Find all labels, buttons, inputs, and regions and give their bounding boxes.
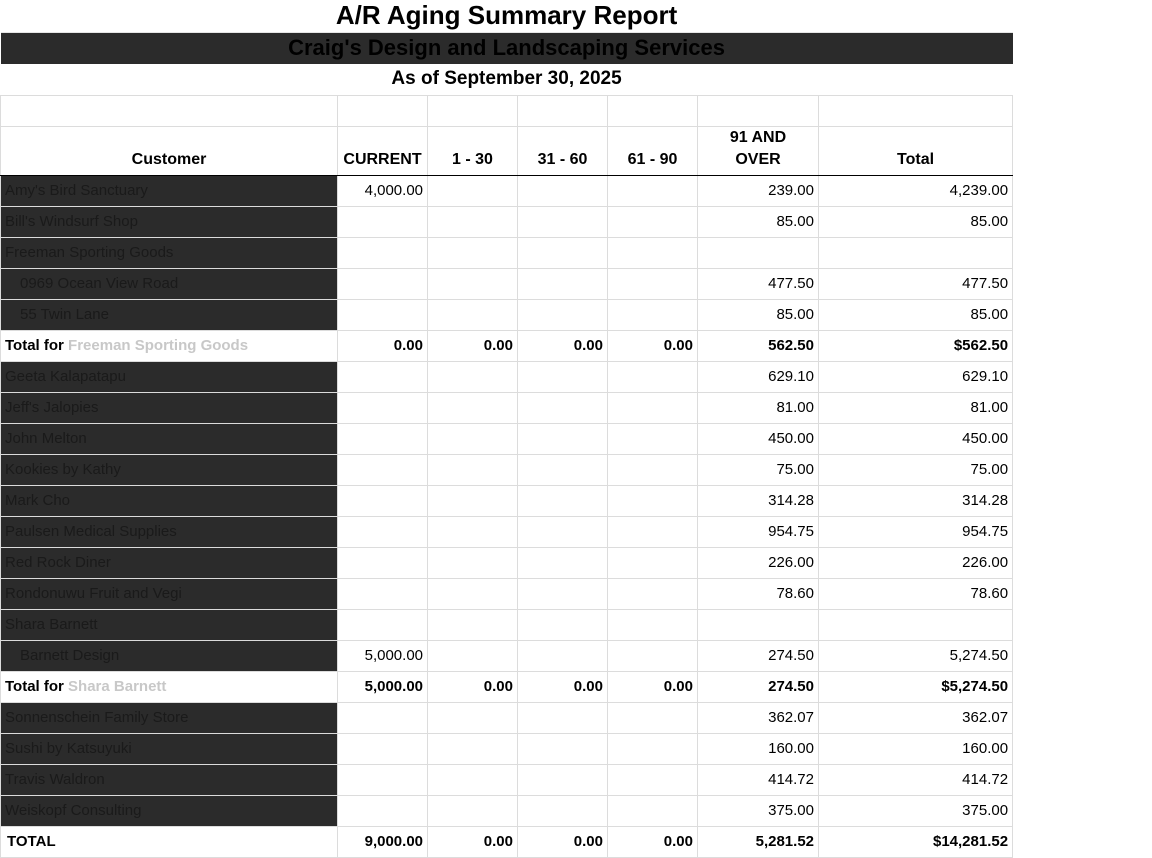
amount-total: $562.50: [819, 330, 1013, 361]
header-1-30: 1 - 30: [428, 126, 518, 175]
amount-b2: [518, 516, 608, 547]
amount-current: [338, 237, 428, 268]
company-name: Craig's Design and Landscaping Services: [1, 32, 1013, 64]
amount-b2: 0.00: [518, 671, 608, 702]
grand-total-current: 9,000.00: [338, 826, 428, 857]
customer-name: Amy's Bird Sanctuary: [1, 175, 338, 206]
amount-b4: 414.72: [698, 764, 819, 795]
subtotal-row: [1, 671, 1013, 702]
amount-b2: [518, 268, 608, 299]
amount-b2: [518, 423, 608, 454]
amount-current: [338, 299, 428, 330]
amount-total: 78.60: [819, 578, 1013, 609]
amount-b1: [428, 268, 518, 299]
amount-b4: 375.00: [698, 795, 819, 826]
amount-total: 85.00: [819, 299, 1013, 330]
amount-b3: [608, 609, 698, 640]
customer-name: Sonnenschein Family Store: [1, 702, 338, 733]
amount-b1: [428, 609, 518, 640]
subtotal-customer-ref: Freeman Sporting Goods: [68, 337, 249, 354]
table-row: [1, 733, 1013, 764]
grand-total-row: [1, 826, 1013, 857]
subtotal-prefix: Total for: [5, 678, 69, 695]
customer-name: Geeta Kalapatapu: [1, 361, 338, 392]
amount-total: 160.00: [819, 733, 1013, 764]
header-customer: Customer: [1, 126, 338, 175]
report-date: As of September 30, 2025: [1, 64, 1013, 95]
amount-b2: [518, 547, 608, 578]
table-row: [1, 423, 1013, 454]
amount-b3: [608, 702, 698, 733]
grand-total-label: TOTAL: [1, 826, 338, 857]
subtotal-label: [1, 330, 338, 361]
table-row: [1, 206, 1013, 237]
amount-b2: [518, 206, 608, 237]
amount-b3: [608, 733, 698, 764]
amount-total: 954.75: [819, 516, 1013, 547]
amount-b3: [608, 237, 698, 268]
customer-name: 55 Twin Lane: [1, 299, 338, 330]
amount-b3: 0.00: [608, 671, 698, 702]
customer-name: Travis Waldron: [1, 764, 338, 795]
amount-current: [338, 454, 428, 485]
table-row: [1, 392, 1013, 423]
amount-b2: [518, 299, 608, 330]
amount-b4: 629.10: [698, 361, 819, 392]
amount-b1: [428, 454, 518, 485]
grand-total-1-30: 0.00: [428, 826, 518, 857]
subtotal-row: [1, 330, 1013, 361]
amount-b1: [428, 392, 518, 423]
amount-b1: [428, 733, 518, 764]
amount-total: 629.10: [819, 361, 1013, 392]
table-body: [1, 175, 1013, 826]
amount-b3: [608, 361, 698, 392]
table-row: [1, 237, 1013, 268]
amount-total: 414.72: [819, 764, 1013, 795]
amount-b3: [608, 547, 698, 578]
amount-b2: [518, 175, 608, 206]
amount-b3: [608, 795, 698, 826]
amount-b3: [608, 175, 698, 206]
amount-b2: [518, 578, 608, 609]
amount-b1: [428, 299, 518, 330]
customer-name: Barnett Design: [1, 640, 338, 671]
amount-b3: [608, 392, 698, 423]
table-row: [1, 516, 1013, 547]
grand-total-31-60: 0.00: [518, 826, 608, 857]
grand-total-61-90: 0.00: [608, 826, 698, 857]
amount-total: 85.00: [819, 206, 1013, 237]
amount-total: 450.00: [819, 423, 1013, 454]
customer-name: Paulsen Medical Supplies: [1, 516, 338, 547]
amount-b1: [428, 547, 518, 578]
blank-cell: [428, 95, 518, 126]
table-row: [1, 175, 1013, 206]
amount-b4: 78.60: [698, 578, 819, 609]
blank-cell: [608, 95, 698, 126]
amount-b2: [518, 702, 608, 733]
amount-b4: 562.50: [698, 330, 819, 361]
table-row: [1, 485, 1013, 516]
blank-cell: [819, 95, 1013, 126]
amount-b4: 954.75: [698, 516, 819, 547]
amount-b4: 85.00: [698, 206, 819, 237]
amount-current: [338, 764, 428, 795]
amount-b4: 160.00: [698, 733, 819, 764]
amount-current: 4,000.00: [338, 175, 428, 206]
amount-current: [338, 423, 428, 454]
amount-current: [338, 795, 428, 826]
amount-b2: [518, 454, 608, 485]
amount-b1: [428, 361, 518, 392]
amount-b1: [428, 237, 518, 268]
header-current: CURRENT: [338, 126, 428, 175]
customer-name: Rondonuwu Fruit and Vegi: [1, 578, 338, 609]
grand-total-91-over: 5,281.52: [698, 826, 819, 857]
table-row: [1, 578, 1013, 609]
amount-b3: [608, 299, 698, 330]
amount-b4: 274.50: [698, 671, 819, 702]
amount-b4: 314.28: [698, 485, 819, 516]
table-row: [1, 764, 1013, 795]
table-row: [1, 268, 1013, 299]
amount-b2: [518, 361, 608, 392]
customer-name: Shara Barnett: [1, 609, 338, 640]
amount-b3: [608, 206, 698, 237]
amount-current: 0.00: [338, 330, 428, 361]
amount-b1: [428, 795, 518, 826]
amount-b3: [608, 268, 698, 299]
amount-total: 81.00: [819, 392, 1013, 423]
amount-b4: 226.00: [698, 547, 819, 578]
amount-total: 75.00: [819, 454, 1013, 485]
amount-current: [338, 578, 428, 609]
customer-name: Weiskopf Consulting: [1, 795, 338, 826]
amount-b1: [428, 423, 518, 454]
customer-name: Bill's Windsurf Shop: [1, 206, 338, 237]
customer-name: Sushi by Katsuyuki: [1, 733, 338, 764]
amount-b4: 81.00: [698, 392, 819, 423]
header-total: Total: [819, 126, 1013, 175]
amount-b2: [518, 392, 608, 423]
amount-current: [338, 609, 428, 640]
amount-b1: [428, 578, 518, 609]
amount-current: [338, 485, 428, 516]
amount-b1: 0.00: [428, 671, 518, 702]
amount-b4: 274.50: [698, 640, 819, 671]
amount-b1: [428, 702, 518, 733]
subtotal-label: [1, 671, 338, 702]
amount-b3: [608, 423, 698, 454]
amount-total: [819, 237, 1013, 268]
amount-total: $5,274.50: [819, 671, 1013, 702]
amount-current: [338, 392, 428, 423]
amount-b3: [608, 578, 698, 609]
amount-b3: [608, 454, 698, 485]
amount-b3: [608, 764, 698, 795]
amount-b1: [428, 640, 518, 671]
table-row: [1, 702, 1013, 733]
customer-name: Mark Cho: [1, 485, 338, 516]
grand-total-amount: $14,281.52: [819, 826, 1013, 857]
amount-total: 5,274.50: [819, 640, 1013, 671]
table-row: [1, 299, 1013, 330]
amount-b3: [608, 485, 698, 516]
amount-b2: [518, 764, 608, 795]
amount-total: 314.28: [819, 485, 1013, 516]
amount-b2: [518, 237, 608, 268]
amount-current: 5,000.00: [338, 671, 428, 702]
amount-b2: [518, 609, 608, 640]
amount-total: 226.00: [819, 547, 1013, 578]
amount-total: 375.00: [819, 795, 1013, 826]
amount-current: [338, 547, 428, 578]
blank-cell: [698, 95, 819, 126]
amount-current: [338, 361, 428, 392]
amount-b2: [518, 733, 608, 764]
amount-b4: 450.00: [698, 423, 819, 454]
amount-b4: 239.00: [698, 175, 819, 206]
table-row: [1, 640, 1013, 671]
amount-b2: [518, 640, 608, 671]
header-91-over: 91 AND OVER: [698, 126, 819, 175]
amount-total: 477.50: [819, 268, 1013, 299]
amount-b3: [608, 516, 698, 547]
customer-name: John Melton: [1, 423, 338, 454]
amount-b1: [428, 764, 518, 795]
amount-b4: [698, 609, 819, 640]
customer-name: Freeman Sporting Goods: [1, 237, 338, 268]
amount-b1: [428, 516, 518, 547]
amount-b1: 0.00: [428, 330, 518, 361]
table-row: [1, 795, 1013, 826]
amount-current: [338, 702, 428, 733]
amount-total: [819, 609, 1013, 640]
customer-name: Kookies by Kathy: [1, 454, 338, 485]
amount-current: [338, 206, 428, 237]
customer-name: 0969 Ocean View Road: [1, 268, 338, 299]
amount-b4: 75.00: [698, 454, 819, 485]
amount-total: 4,239.00: [819, 175, 1013, 206]
header-61-90: 61 - 90: [608, 126, 698, 175]
subtotal-prefix: Total for: [5, 337, 69, 354]
amount-b4: [698, 237, 819, 268]
table-row: [1, 361, 1013, 392]
amount-b2: [518, 795, 608, 826]
amount-current: [338, 268, 428, 299]
amount-b4: 85.00: [698, 299, 819, 330]
amount-b4: 362.07: [698, 702, 819, 733]
report-title: A/R Aging Summary Report: [1, 0, 1013, 32]
amount-b1: [428, 175, 518, 206]
amount-b1: [428, 485, 518, 516]
amount-b2: 0.00: [518, 330, 608, 361]
table-row: [1, 454, 1013, 485]
amount-b2: [518, 485, 608, 516]
customer-name: Red Rock Diner: [1, 547, 338, 578]
blank-cell: [518, 95, 608, 126]
header-31-60: 31 - 60: [518, 126, 608, 175]
table-row: [1, 609, 1013, 640]
amount-current: [338, 733, 428, 764]
blank-cell: [1, 95, 338, 126]
amount-b1: [428, 206, 518, 237]
amount-current: 5,000.00: [338, 640, 428, 671]
amount-total: 362.07: [819, 702, 1013, 733]
amount-b4: 477.50: [698, 268, 819, 299]
amount-b3: 0.00: [608, 330, 698, 361]
subtotal-customer-ref: Shara Barnett: [68, 678, 167, 695]
amount-current: [338, 516, 428, 547]
blank-cell: [338, 95, 428, 126]
table-row: [1, 547, 1013, 578]
amount-b3: [608, 640, 698, 671]
customer-name: Jeff's Jalopies: [1, 392, 338, 423]
